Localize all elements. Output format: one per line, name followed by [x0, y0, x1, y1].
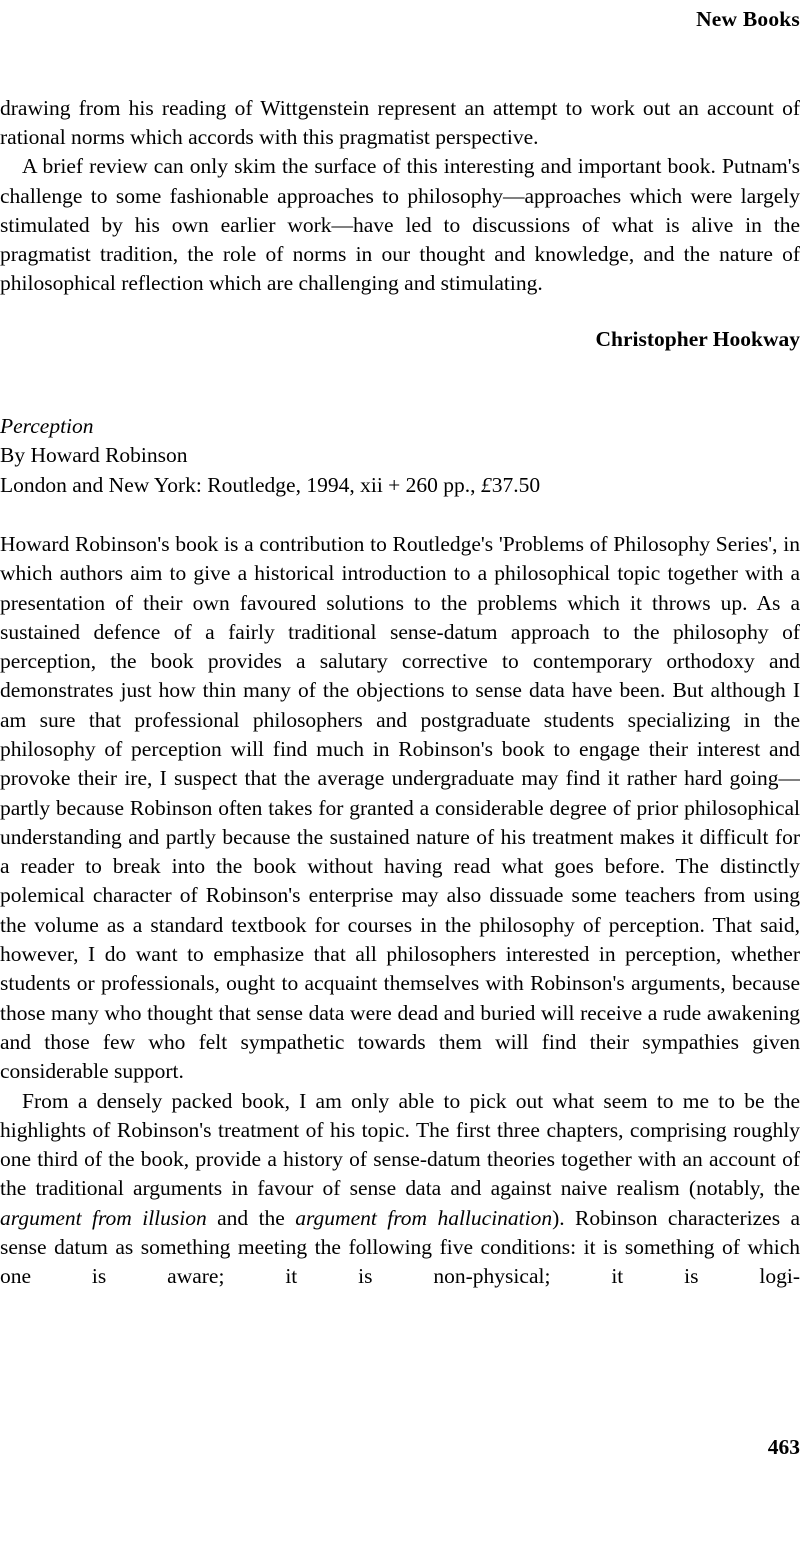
- price-amount: 37.50: [491, 472, 541, 497]
- previous-review-paragraph-2: A brief review can only skim the surface of this interesting and important book. Putnam's challenge to some fashionable approaches to philosophy—approaches which were largely stimulated by his own earlier work—have led to discussions of what is alive in the pragmatist tradition, the role of norms in our thought and knowledge, and the nature of philosophical reflection which are challenging and stimulating.: [0, 154, 800, 296]
- page-number: 463: [767, 1435, 800, 1459]
- book-entry-header: [0, 412, 800, 500]
- paragraph-2-text-start: From a densely packed book, I am only able to pick out what seem to me to be the highlights of Robinson's treatment of his topic. The first three chapters, comprising roughly one third of the book, provide a history of sense-datum theories together with an account of the traditional arguments in favour of sense data and against naive realism (notably, the: [0, 1088, 800, 1201]
- paragraph-2-text-middle: and the: [206, 1205, 296, 1230]
- current-review-paragraph-2: [0, 1087, 800, 1292]
- italic-phrase-argument-from-hallucination: argument from hallucination: [295, 1205, 553, 1230]
- book-imprint-text: London and New York: Routledge, 1994, xii + 260 pp.,: [0, 472, 481, 497]
- book-author-line: By Howard Robinson: [0, 443, 188, 468]
- current-review-paragraph-1: Howard Robinson's book is a contribution to Routledge's 'Problems of Philosophy Series', in which authors aim to give a historical introduction to a philosophical topic together with a presentation of their own favoured solutions to the problems which it throws up. As a sustained defence of a fairly traditional sense-datum approach to the philosophy of perception, the book provides a salutary corrective to contemporary orthodoxy and demonstrates just how thin many of the objections to sense data have been. But although I am sure that professional philosophers and postgraduate students specializing in the philosophy of perception will find much in Robinson's book to engage their interest and provoke their ire, I suspect that the average undergraduate may find it rather hard going—partly because Robinson often takes for granted a considerable degree of prior philosophical understanding and partly because the sustained nature of his treatment makes it difficult for a reader to break into the book without having read what goes before. The distinctly polemical character of Robinson's enterprise may also dissuade some teachers from using the volume as a standard textbook for courses in the philosophy of perception. That said, however, I do want to emphasize that all philosophers interested in perception, whether students or professionals, ought to acquaint themselves with Robinson's arguments, because those many who thought that sense data were dead and buried will receive a rude awakening and those few who felt sympathetic towards them will find their sympathies given considerable support.: [0, 531, 800, 1084]
- italic-phrase-argument-from-illusion: argument from illusion: [0, 1205, 207, 1230]
- book-imprint-line: [0, 471, 800, 500]
- book-title: Perception: [0, 414, 94, 439]
- running-head: New Books: [696, 7, 800, 31]
- previous-review-paragraph-1: drawing from his reading of Wittgenstein represent an attempt to work out an account of rational norms which accords with this pragmatist perspective.: [0, 95, 800, 149]
- paragraph-2-text-end: ). Robinson characterizes a sense datum as something meeting the following five conditions: it is something of which one is aware; it is non-physical; it is logi-: [0, 1205, 800, 1289]
- reviewer-signature: Christopher Hookway: [595, 326, 800, 351]
- price-currency-symbol: £: [480, 472, 492, 497]
